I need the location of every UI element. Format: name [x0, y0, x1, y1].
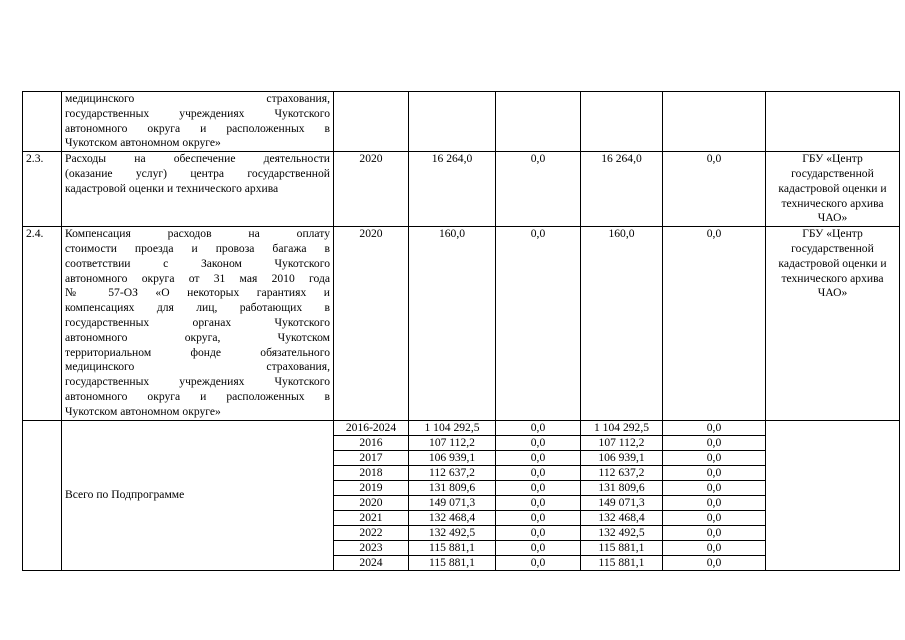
- description-line: автономного округа и расположенных в: [65, 121, 330, 135]
- summary-federal: 0,0: [496, 420, 581, 435]
- description-line: автономного округа, Чукотском: [65, 330, 330, 344]
- row-number: 2.3.: [23, 152, 62, 227]
- description-line: автономного округа и расположенных в: [65, 389, 330, 403]
- summary-year: 2016-2024: [334, 420, 409, 435]
- description-line: стоимости проезда и провоза багажа в: [65, 241, 330, 255]
- description-line: Чукотском автономном округе»: [65, 136, 221, 150]
- row-number: [23, 92, 62, 152]
- description-line: государственных учреждениях Чукотского: [65, 375, 330, 389]
- summary-total: 149 071,3: [409, 495, 496, 510]
- subprogram-table: [22, 91, 900, 571]
- summary-other: 0,0: [663, 420, 766, 435]
- summary-regional: 132 492,5: [581, 525, 663, 540]
- summary-year: 2021: [334, 510, 409, 525]
- cell-other: [663, 92, 766, 152]
- description-line: компенсациях для лиц, работающих в: [65, 301, 330, 315]
- cell-other: 0,0: [663, 152, 766, 227]
- description-line: кадастровой оценки и технического архива: [65, 181, 279, 195]
- summary-year: 2018: [334, 465, 409, 480]
- summary-total: 132 468,4: [409, 510, 496, 525]
- cell-executor: [766, 92, 900, 152]
- row-description: [62, 92, 334, 152]
- summary-total: 1 104 292,5: [409, 420, 496, 435]
- summary-other: 0,0: [663, 480, 766, 495]
- summary-federal: 0,0: [496, 555, 581, 570]
- cell-federal: 0,0: [496, 227, 581, 420]
- summary-regional: 106 939,1: [581, 450, 663, 465]
- summary-total: 112 637,2: [409, 465, 496, 480]
- summary-federal: 0,0: [496, 540, 581, 555]
- summary-row: [23, 420, 900, 435]
- summary-federal: 0,0: [496, 480, 581, 495]
- row-description: [62, 152, 334, 227]
- summary-total: 107 112,2: [409, 435, 496, 450]
- summary-year: 2016: [334, 435, 409, 450]
- cell-regional: [581, 92, 663, 152]
- summary-total: 115 881,1: [409, 555, 496, 570]
- description-line: соответствии с Законом Чукотского: [65, 256, 330, 270]
- description-line: Расходы на обеспечение деятельности: [65, 152, 330, 166]
- summary-federal: 0,0: [496, 435, 581, 450]
- summary-year: 2017: [334, 450, 409, 465]
- summary-year: 2023: [334, 540, 409, 555]
- summary-regional: 112 637,2: [581, 465, 663, 480]
- cell-regional: 16 264,0: [581, 152, 663, 227]
- description-line: (оказание услуг) центра государственной: [65, 166, 330, 180]
- summary-number-cell: [23, 420, 62, 570]
- description-line: территориальном фонде обязательного: [65, 345, 330, 359]
- cell-year: [334, 92, 409, 152]
- summary-regional: 115 881,1: [581, 540, 663, 555]
- summary-regional: 149 071,3: [581, 495, 663, 510]
- summary-year: 2022: [334, 525, 409, 540]
- summary-regional: 132 468,4: [581, 510, 663, 525]
- summary-executor-cell: [766, 420, 900, 570]
- summary-other: 0,0: [663, 435, 766, 450]
- cell-executor: ГБУ «Центр государственной кадастровой оценки и технического архива ЧАО»: [766, 227, 900, 420]
- summary-year: 2019: [334, 480, 409, 495]
- description-line: медицинского страхования,: [65, 92, 330, 105]
- summary-other: 0,0: [663, 465, 766, 480]
- summary-other: 0,0: [663, 510, 766, 525]
- cell-year: 2020: [334, 152, 409, 227]
- summary-total: 132 492,5: [409, 525, 496, 540]
- table-row: [23, 227, 900, 420]
- summary-federal: 0,0: [496, 450, 581, 465]
- summary-total: 131 809,6: [409, 480, 496, 495]
- summary-federal: 0,0: [496, 465, 581, 480]
- summary-year: 2024: [334, 555, 409, 570]
- summary-federal: 0,0: [496, 510, 581, 525]
- row-number: 2.4.: [23, 227, 62, 420]
- summary-regional: 131 809,6: [581, 480, 663, 495]
- summary-total: 106 939,1: [409, 450, 496, 465]
- description-line: Компенсация расходов на оплату: [65, 227, 330, 241]
- cell-year: 2020: [334, 227, 409, 420]
- description-line: № 57-ОЗ «О некоторых гарантиях и: [65, 286, 330, 300]
- cell-executor: ГБУ «Центр государственной кадастровой оценки и технического архива ЧАО»: [766, 152, 900, 227]
- summary-label: Всего по Подпрограмме: [62, 420, 334, 570]
- summary-total: 115 881,1: [409, 540, 496, 555]
- cell-federal: 0,0: [496, 152, 581, 227]
- description-line: Чукотском автономном округе»: [65, 404, 221, 418]
- summary-other: 0,0: [663, 450, 766, 465]
- summary-regional: 107 112,2: [581, 435, 663, 450]
- description-line: автономного округа от 31 мая 2010 года: [65, 271, 330, 285]
- summary-regional: 1 104 292,5: [581, 420, 663, 435]
- table-row: [23, 152, 900, 227]
- summary-regional: 115 881,1: [581, 555, 663, 570]
- row-description: [62, 227, 334, 420]
- cell-total: [409, 92, 496, 152]
- summary-federal: 0,0: [496, 495, 581, 510]
- description-line: государственных органах Чукотского: [65, 315, 330, 329]
- summary-federal: 0,0: [496, 525, 581, 540]
- cell-total: 16 264,0: [409, 152, 496, 227]
- description-line: медицинского страхования,: [65, 360, 330, 374]
- description-line: государственных учреждениях Чукотского: [65, 106, 330, 120]
- cell-total: 160,0: [409, 227, 496, 420]
- summary-other: 0,0: [663, 495, 766, 510]
- summary-year: 2020: [334, 495, 409, 510]
- summary-other: 0,0: [663, 555, 766, 570]
- table-row: [23, 92, 900, 152]
- cell-regional: 160,0: [581, 227, 663, 420]
- cell-federal: [496, 92, 581, 152]
- summary-other: 0,0: [663, 540, 766, 555]
- cell-other: 0,0: [663, 227, 766, 420]
- summary-other: 0,0: [663, 525, 766, 540]
